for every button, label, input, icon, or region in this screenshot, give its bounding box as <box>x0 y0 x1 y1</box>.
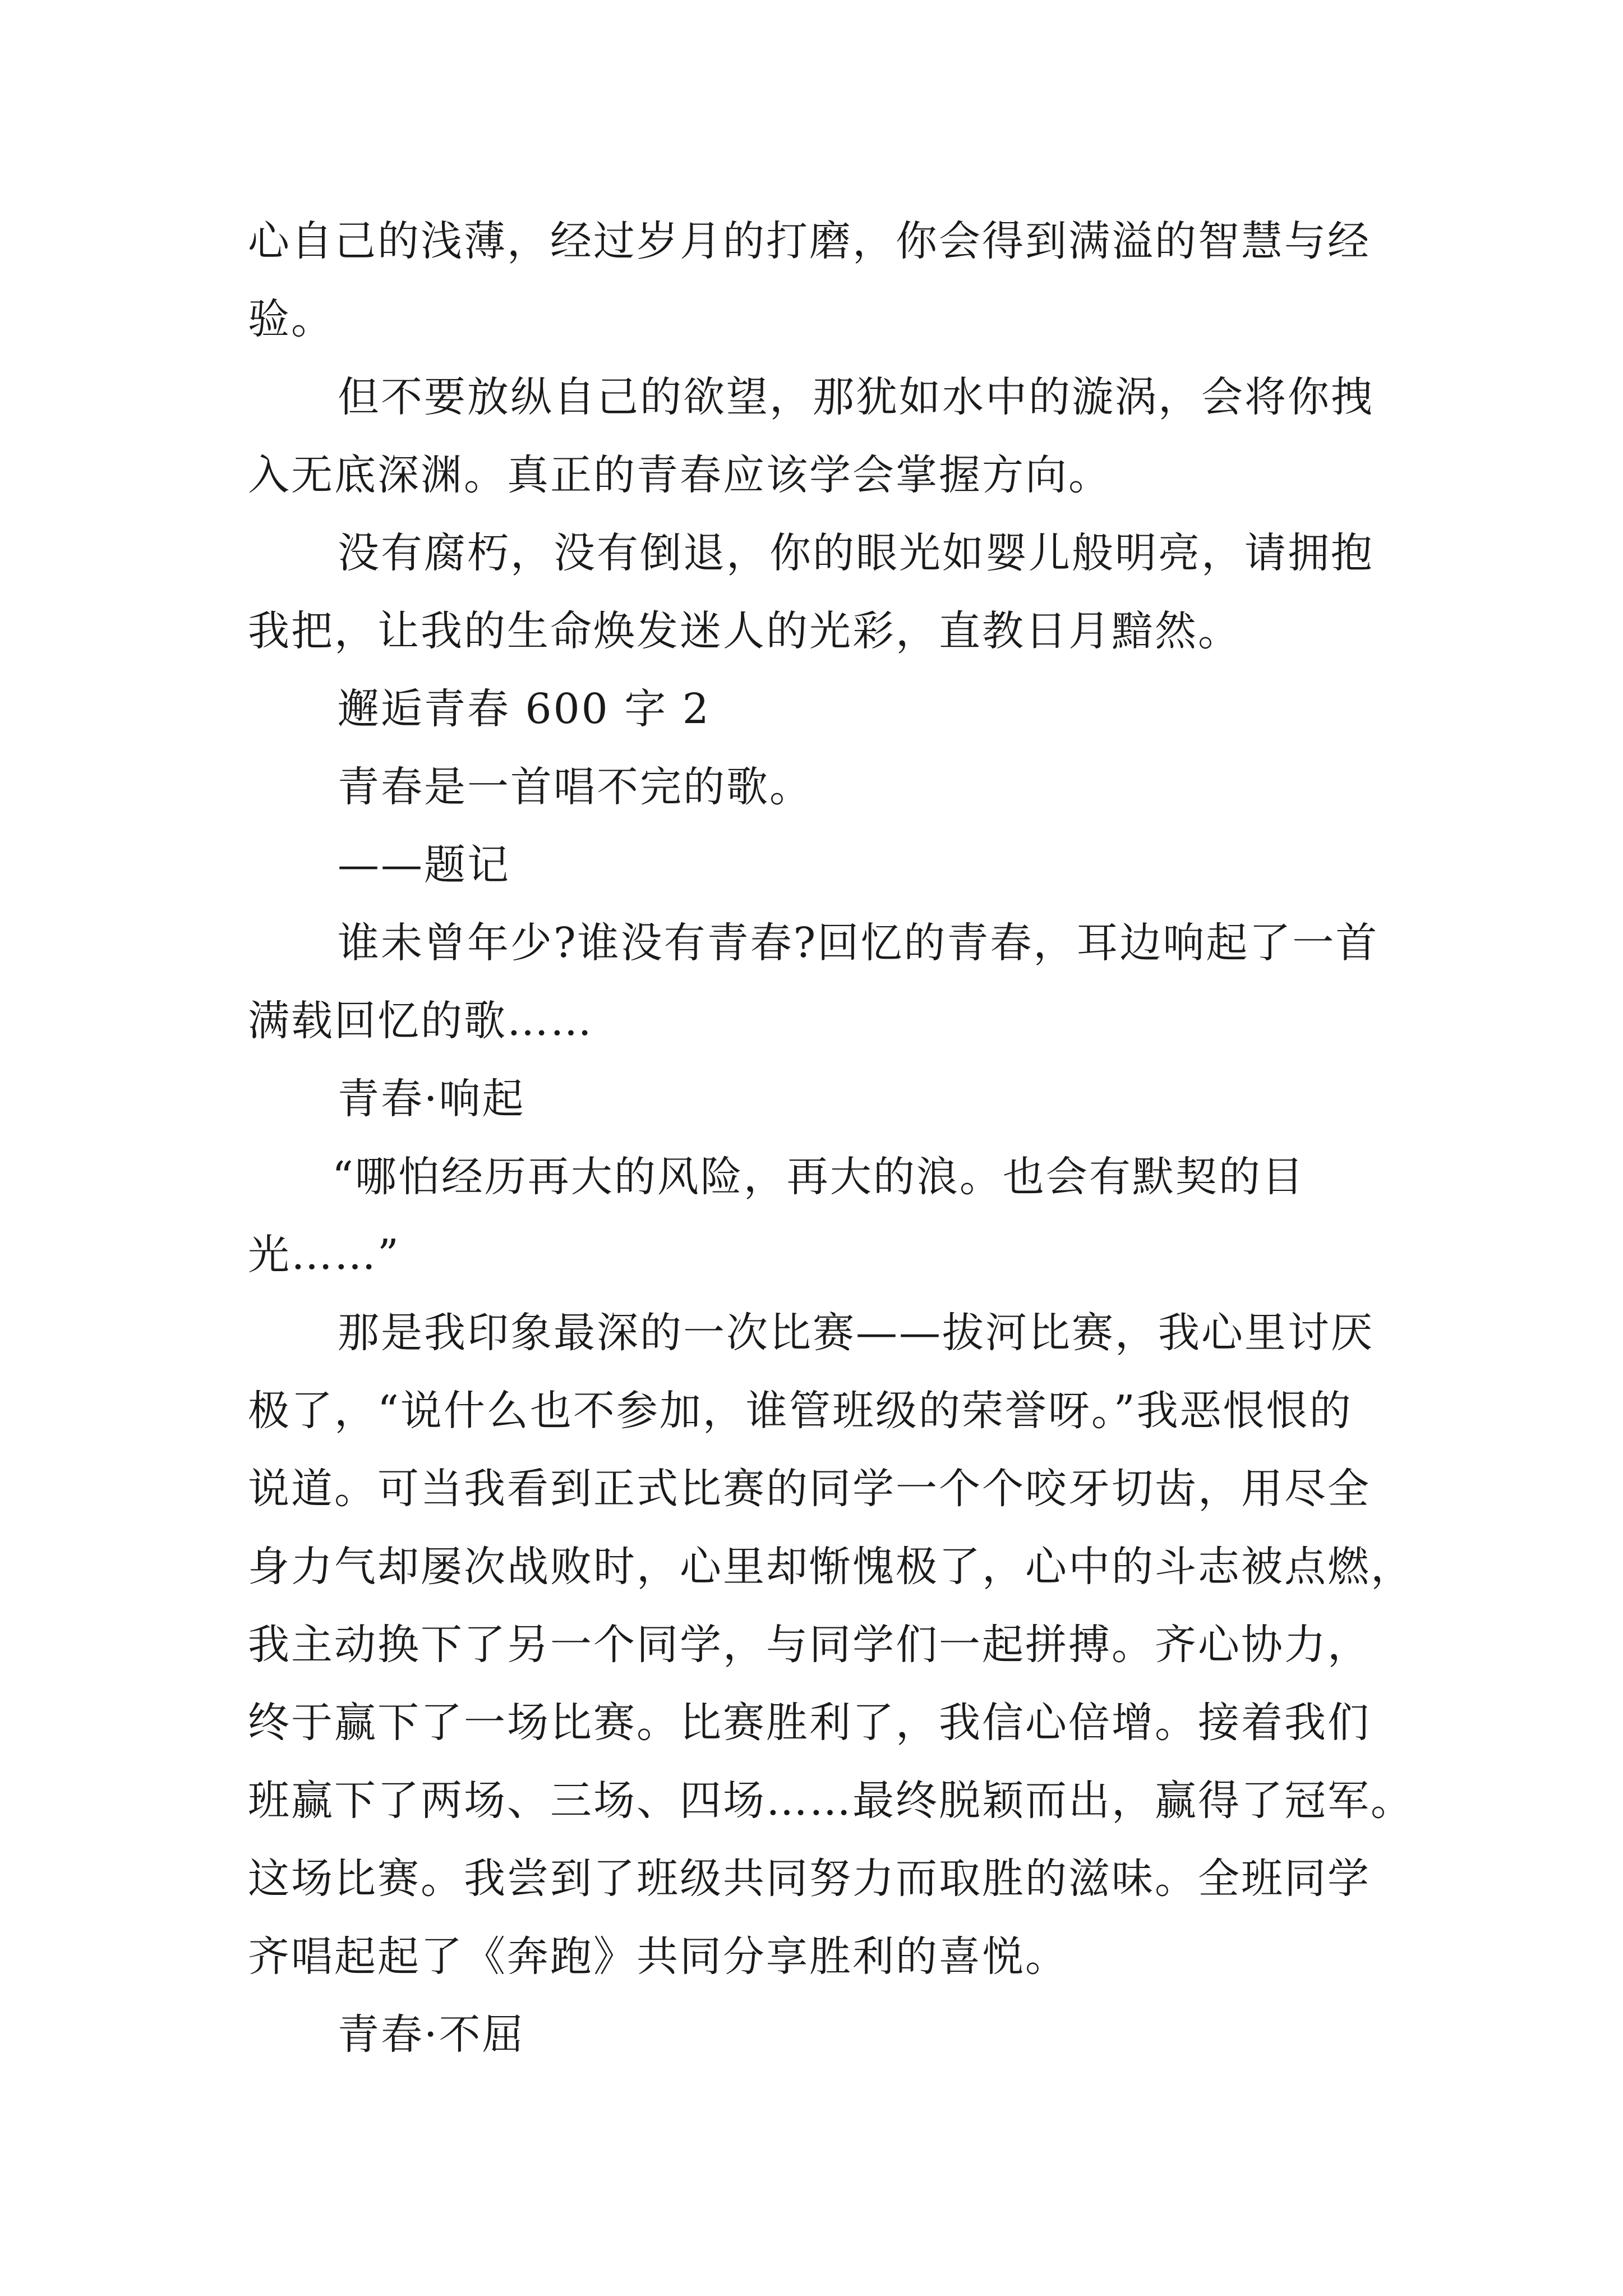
subsection-heading: 青春·响起 <box>338 1075 525 1123</box>
text-line: “哪怕经历再大的风险，再大的浪。也会有默契的目 <box>332 1153 1305 1201</box>
text-line: 谁未曾年少?谁没有青春?回忆的青春，耳边响起了一首 <box>338 919 1379 967</box>
text-line: 入无底深渊。真正的青春应该学会掌握方向。 <box>248 451 1112 499</box>
text-line: 光……” <box>248 1231 400 1279</box>
text-line: 终于赢下了一场比赛。比赛胜利了，我信心倍增。接着我们 <box>248 1699 1371 1747</box>
text-line: 那是我印象最深的一次比赛——拔河比赛，我心里讨厌 <box>338 1309 1374 1357</box>
text-line: 班赢下了两场、三场、四场……最终脱颖而出，赢得了冠军。 <box>248 1777 1414 1825</box>
text-line: 验。 <box>248 295 334 343</box>
text-line: 齐唱起起了《奔跑》共同分享胜利的喜悦。 <box>248 1932 1068 1981</box>
text-line: 但不要放纵自己的欲望，那犹如水中的漩涡，会将你拽 <box>338 373 1374 421</box>
text-line: 满载回忆的歌…… <box>248 997 593 1045</box>
subsection-heading: 青春·不屈 <box>338 2010 525 2059</box>
text-line: 身力气却屡次战败时，心里却惭愧极了，心中的斗志被点燃， <box>248 1543 1414 1591</box>
section-title: 邂逅青春 600 字 2 <box>338 685 711 733</box>
text-line: 青春是一首唱不完的歌。 <box>338 763 813 811</box>
text-line: 说道。可当我看到正式比赛的同学一个个咬牙切齿，用尽全 <box>248 1465 1371 1513</box>
text-line: 我把，让我的生命焕发迷人的光彩，直教日月黯然。 <box>248 607 1241 655</box>
text-line: 心自己的浅薄，经过岁月的打磨，你会得到满溢的智慧与经 <box>248 217 1371 265</box>
text-line: 没有腐朽，没有倒退，你的眼光如婴儿般明亮，请拥抱 <box>338 529 1374 577</box>
text-line: 这场比赛。我尝到了班级共同努力而取胜的滋味。全班同学 <box>248 1855 1371 1903</box>
text-line: 极了，“说什么也不参加，谁管班级的荣誉呀。”我恶恨恨的 <box>248 1387 1353 1435</box>
epigraph-attribution: ——题记 <box>338 841 510 889</box>
text-line: 我主动换下了另一个同学，与同学们一起拼搏。齐心协力， <box>248 1621 1371 1669</box>
